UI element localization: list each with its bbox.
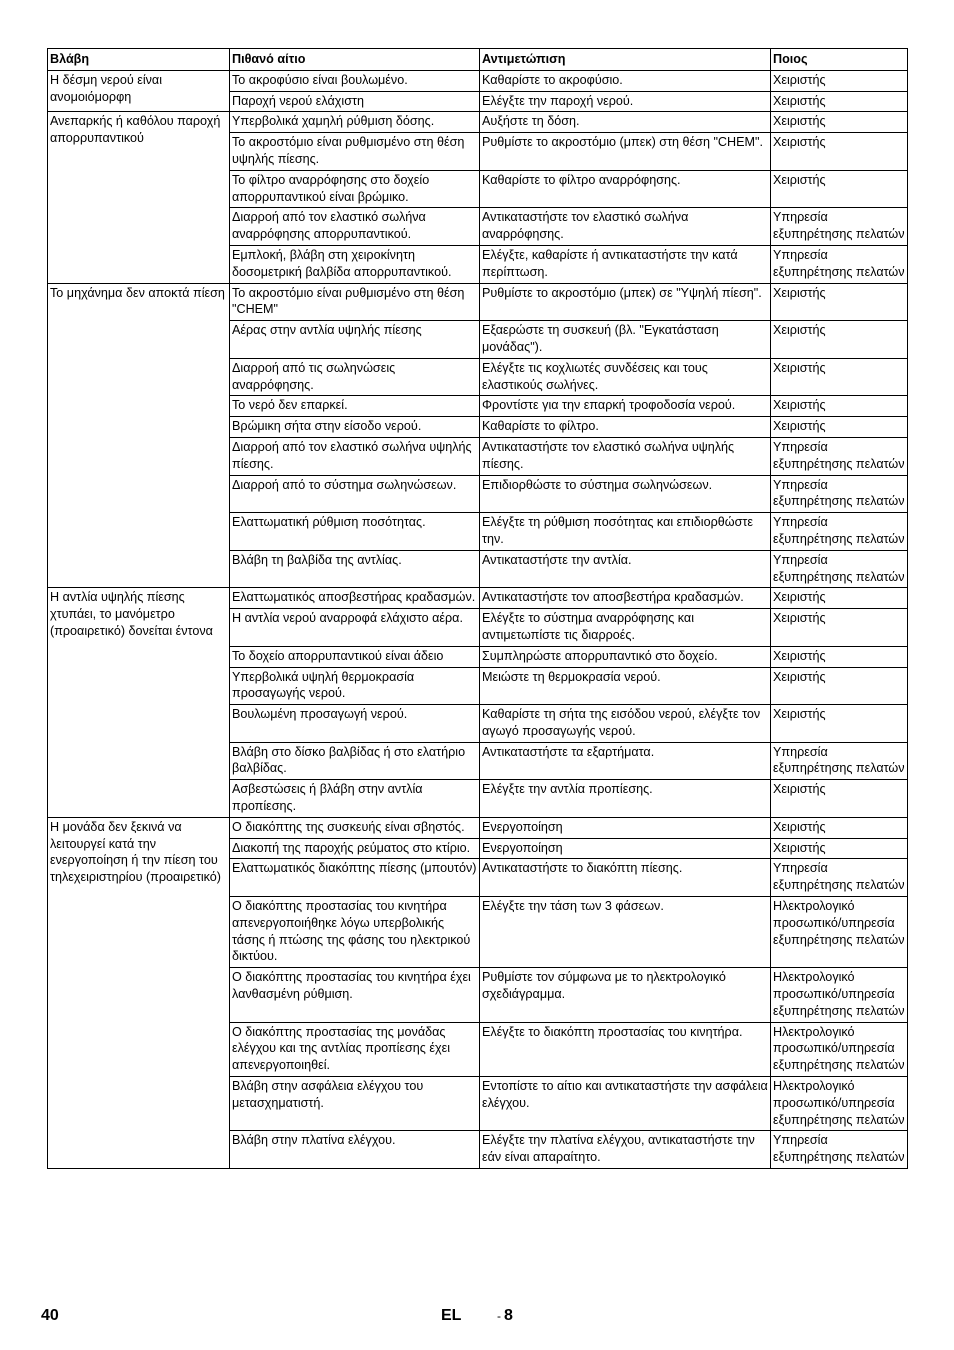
table-row [48,112,908,133]
responsible-cell: Χειριστής [771,817,908,838]
responsible-cell: Υπηρεσία εξυπηρέτησης πελατών [771,1131,908,1169]
responsible-cell: Χειριστής [771,667,908,705]
responsible-cell: Χειριστής [771,112,908,133]
remedy-cell: Αντικαταστήστε τον ελαστικό σωλήνα υψηλής πίεσης. [480,437,771,475]
table-body [48,70,908,1168]
remedy-cell: Εξαερώστε τη συσκευή (βλ. "Εγκατάσταση μονάδας"). [480,321,771,359]
cause-cell: Το ακροστόμιο είναι ρυθμισμένο στη θέση "CHEM" [230,283,480,321]
cause-cell: Ελαττωματικός διακόπτης πίεσης (μπουτόν) [230,859,480,897]
cause-cell: Βλάβη στην πλατίνα ελέγχου. [230,1131,480,1169]
responsible-cell: Χειριστής [771,705,908,743]
responsible-cell: Χειριστής [771,838,908,859]
table-header-row [48,49,908,71]
remedy-cell: Ενεργοποίηση [480,838,771,859]
cause-cell: Βρώμικη σήτα στην είσοδο νερού. [230,417,480,438]
sub-page-number: 8 [504,1307,513,1324]
responsible-cell: Χειριστής [771,396,908,417]
cause-cell: Ο διακόπτης προστασίας του κινητήρα έχει λανθασμένη ρύθμιση. [230,968,480,1022]
responsible-cell: Υπηρεσία εξυπηρέτησης πελατών [771,513,908,551]
remedy-cell: Αντικαταστήστε τον αποσβεστήρα κραδασμών. [480,588,771,609]
cause-cell: Εμπλοκή, βλάβη στη χειροκίνητη δοσομετρική βαλβίδα απορρυπαντικού. [230,245,480,283]
remedy-cell: Ελέγξτε την τάση των 3 φάσεων. [480,897,771,968]
cause-cell: Η αντλία νερού αναρροφά ελάχιστο αέρα. [230,609,480,647]
remedy-cell: Ελέγξτε την παροχή νερού. [480,91,771,112]
responsible-cell: Υπηρεσία εξυπηρέτησης πελατών [771,742,908,780]
responsible-cell: Χειριστής [771,358,908,396]
fault-cell: Η αντλία υψηλής πίεσης χτυπάει, το μανόμετρο (προαιρετικό) δονείται έντονα [48,588,230,818]
remedy-cell: Ρυθμίστε το ακροστόμιο (μπεκ) στη θέση "CHEM". [480,133,771,171]
remedy-cell: Ελέγξτε την πλατίνα ελέγχου, αντικαταστήστε την εάν είναι απαραίτητο. [480,1131,771,1169]
cause-cell: Διαρροή από τις σωληνώσεις αναρρόφησης. [230,358,480,396]
cause-cell: Υπερβολικά υψηλή θερμοκρασία προσαγωγής νερού. [230,667,480,705]
cause-cell: Διακοπή της παροχής ρεύματος στο κτίριο. [230,838,480,859]
page-number: 40 [41,1307,59,1324]
remedy-cell: Ελέγξτε το διακόπτη προστασίας του κινητήρα. [480,1022,771,1076]
remedy-cell: Ενεργοποίηση [480,817,771,838]
cause-cell: Ο διακόπτης της συσκευής είναι σβηστός. [230,817,480,838]
remedy-cell: Ελέγξτε το σύστημα αναρρόφησης και αντιμετωπίστε τις διαρροές. [480,609,771,647]
responsible-cell: Χειριστής [771,780,908,818]
header-remedy: Αντιμετώπιση [480,49,771,71]
cause-cell: Βλάβη τη βαλβίδα της αντλίας. [230,550,480,588]
responsible-cell: Χειριστής [771,321,908,359]
sub-page-dash: - [497,1309,501,1323]
remedy-cell: Ρυθμίστε το ακροστόμιο (μπεκ) σε "Υψηλή πίεση". [480,283,771,321]
responsible-cell: Χειριστής [771,91,908,112]
remedy-cell: Μειώστε τη θερμοκρασία νερού. [480,667,771,705]
table-row [48,588,908,609]
responsible-cell: Χειριστής [771,609,908,647]
remedy-cell: Καθαρίστε το φίλτρο αναρρόφησης. [480,170,771,208]
troubleshooting-table [47,48,908,1169]
remedy-cell: Αυξήστε τη δόση. [480,112,771,133]
troubleshooting-table-container [47,48,907,1169]
cause-cell: Ελαττωματική ρύθμιση ποσότητας. [230,513,480,551]
responsible-cell: Χειριστής [771,283,908,321]
cause-cell: Διαρροή από τον ελαστικό σωλήνα αναρρόφησης απορρυπαντικού. [230,208,480,246]
cause-cell: Το ακροφύσιο είναι βουλωμένο. [230,70,480,91]
responsible-cell: Υπηρεσία εξυπηρέτησης πελατών [771,859,908,897]
cause-cell: Βλάβη στην ασφάλεια ελέγχου του μετασχηματιστή. [230,1077,480,1131]
cause-cell: Ο διακόπτης προστασίας του κινητήρα απενεργοποιήθηκε λόγω υπερβολικής τάσης ή πτώσης της φάσης του ηλεκτρικού δικτύου. [230,897,480,968]
responsible-cell: Ηλεκτρολογικό προσωπικό/υπηρεσία εξυπηρέτησης πελατών [771,897,908,968]
responsible-cell: Χειριστής [771,646,908,667]
responsible-cell: Υπηρεσία εξυπηρέτησης πελατών [771,245,908,283]
remedy-cell: Αντικαταστήστε τα εξαρτήματα. [480,742,771,780]
remedy-cell: Ελέγξτε την αντλία προπίεσης. [480,780,771,818]
cause-cell: Βλάβη στο δίσκο βαλβίδας ή στο ελατήριο βαλβίδας. [230,742,480,780]
responsible-cell: Ηλεκτρολογικό προσωπικό/υπηρεσία εξυπηρέτησης πελατών [771,1022,908,1076]
fault-cell: Ανεπαρκής ή καθόλου παροχή απορρυπαντικού [48,112,230,283]
remedy-cell: Καθαρίστε το φίλτρο. [480,417,771,438]
cause-cell: Διαρροή από τον ελαστικό σωλήνα υψηλής πίεσης. [230,437,480,475]
fault-cell: Η δέσμη νερού είναι ανομοιόμορφη [48,70,230,112]
remedy-cell: Ρυθμίστε τον σύμφωνα με το ηλεκτρολογικό σχεδιάγραμμα. [480,968,771,1022]
cause-cell: Το φίλτρο αναρρόφησης στο δοχείο απορρυπαντικού είναι βρώμικο. [230,170,480,208]
responsible-cell: Υπηρεσία εξυπηρέτησης πελατών [771,437,908,475]
responsible-cell: Χειριστής [771,170,908,208]
header-cause: Πιθανό αίτιο [230,49,480,71]
remedy-cell: Αντικαταστήστε την αντλία. [480,550,771,588]
remedy-cell: Συμπληρώστε απορρυπαντικό στο δοχείο. [480,646,771,667]
cause-cell: Παροχή νερού ελάχιστη [230,91,480,112]
responsible-cell: Χειριστής [771,70,908,91]
responsible-cell: Υπηρεσία εξυπηρέτησης πελατών [771,208,908,246]
remedy-cell: Καθαρίστε τη σήτα της εισόδου νερού, ελέγξτε τον αγωγό προσαγωγής νερού. [480,705,771,743]
page-footer [0,1307,954,1331]
remedy-cell: Αντικαταστήστε το διακόπτη πίεσης. [480,859,771,897]
sub-page-label [497,1307,513,1325]
table-row [48,817,908,838]
responsible-cell: Υπηρεσία εξυπηρέτησης πελατών [771,475,908,513]
responsible-cell: Χειριστής [771,588,908,609]
cause-cell: Ο διακόπτης προστασίας της μονάδας ελέγχου και της αντλίας προπίεσης έχει απενεργοποιηθεί. [230,1022,480,1076]
language-code: EL [441,1307,462,1324]
cause-cell: Το δοχείο απορρυπαντικού είναι άδειο [230,646,480,667]
table-row [48,70,908,91]
cause-cell: Αέρας στην αντλία υψηλής πίεσης [230,321,480,359]
remedy-cell: Εντοπίστε το αίτιο και αντικαταστήστε την ασφάλεια ελέγχου. [480,1077,771,1131]
table-row [48,283,908,321]
remedy-cell: Ελέγξτε, καθαρίστε ή αντικαταστήστε την κατά περίπτωση. [480,245,771,283]
cause-cell: Ελαττωματικός αποσβεστήρας κραδασμών. [230,588,480,609]
cause-cell: Το ακροστόμιο είναι ρυθμισμένο στη θέση υψηλής πίεσης. [230,133,480,171]
responsible-cell: Χειριστής [771,133,908,171]
remedy-cell: Φροντίστε για την επαρκή τροφοδοσία νερού. [480,396,771,417]
remedy-cell: Αντικαταστήστε τον ελαστικό σωλήνα αναρρόφησης. [480,208,771,246]
cause-cell: Υπερβολικά χαμηλή ρύθμιση δόσης. [230,112,480,133]
responsible-cell: Χειριστής [771,417,908,438]
cause-cell: Το νερό δεν επαρκεί. [230,396,480,417]
remedy-cell: Ελέγξτε τη ρύθμιση ποσότητας και επιδιορθώστε την. [480,513,771,551]
responsible-cell: Υπηρεσία εξυπηρέτησης πελατών [771,550,908,588]
responsible-cell: Ηλεκτρολογικό προσωπικό/υπηρεσία εξυπηρέτησης πελατών [771,968,908,1022]
cause-cell: Ασβεστώσεις ή βλάβη στην αντλία προπίεσης. [230,780,480,818]
fault-cell: Το μηχάνημα δεν αποκτά πίεση [48,283,230,588]
cause-cell: Διαρροή από το σύστημα σωληνώσεων. [230,475,480,513]
header-fault: Βλάβη [48,49,230,71]
remedy-cell: Καθαρίστε το ακροφύσιο. [480,70,771,91]
remedy-cell: Επιδιορθώστε το σύστημα σωληνώσεων. [480,475,771,513]
remedy-cell: Ελέγξτε τις κοχλιωτές συνδέσεις και τους ελαστικούς σωλήνες. [480,358,771,396]
cause-cell: Βουλωμένη προσαγωγή νερού. [230,705,480,743]
header-who: Ποιος [771,49,908,71]
responsible-cell: Ηλεκτρολογικό προσωπικό/υπηρεσία εξυπηρέτησης πελατών [771,1077,908,1131]
fault-cell: Η μονάδα δεν ξεκινά να λειτουργεί κατά την ενεργοποίηση ή την πίεση του τηλεχειριστηρίου (προαιρετικό) [48,817,230,1168]
